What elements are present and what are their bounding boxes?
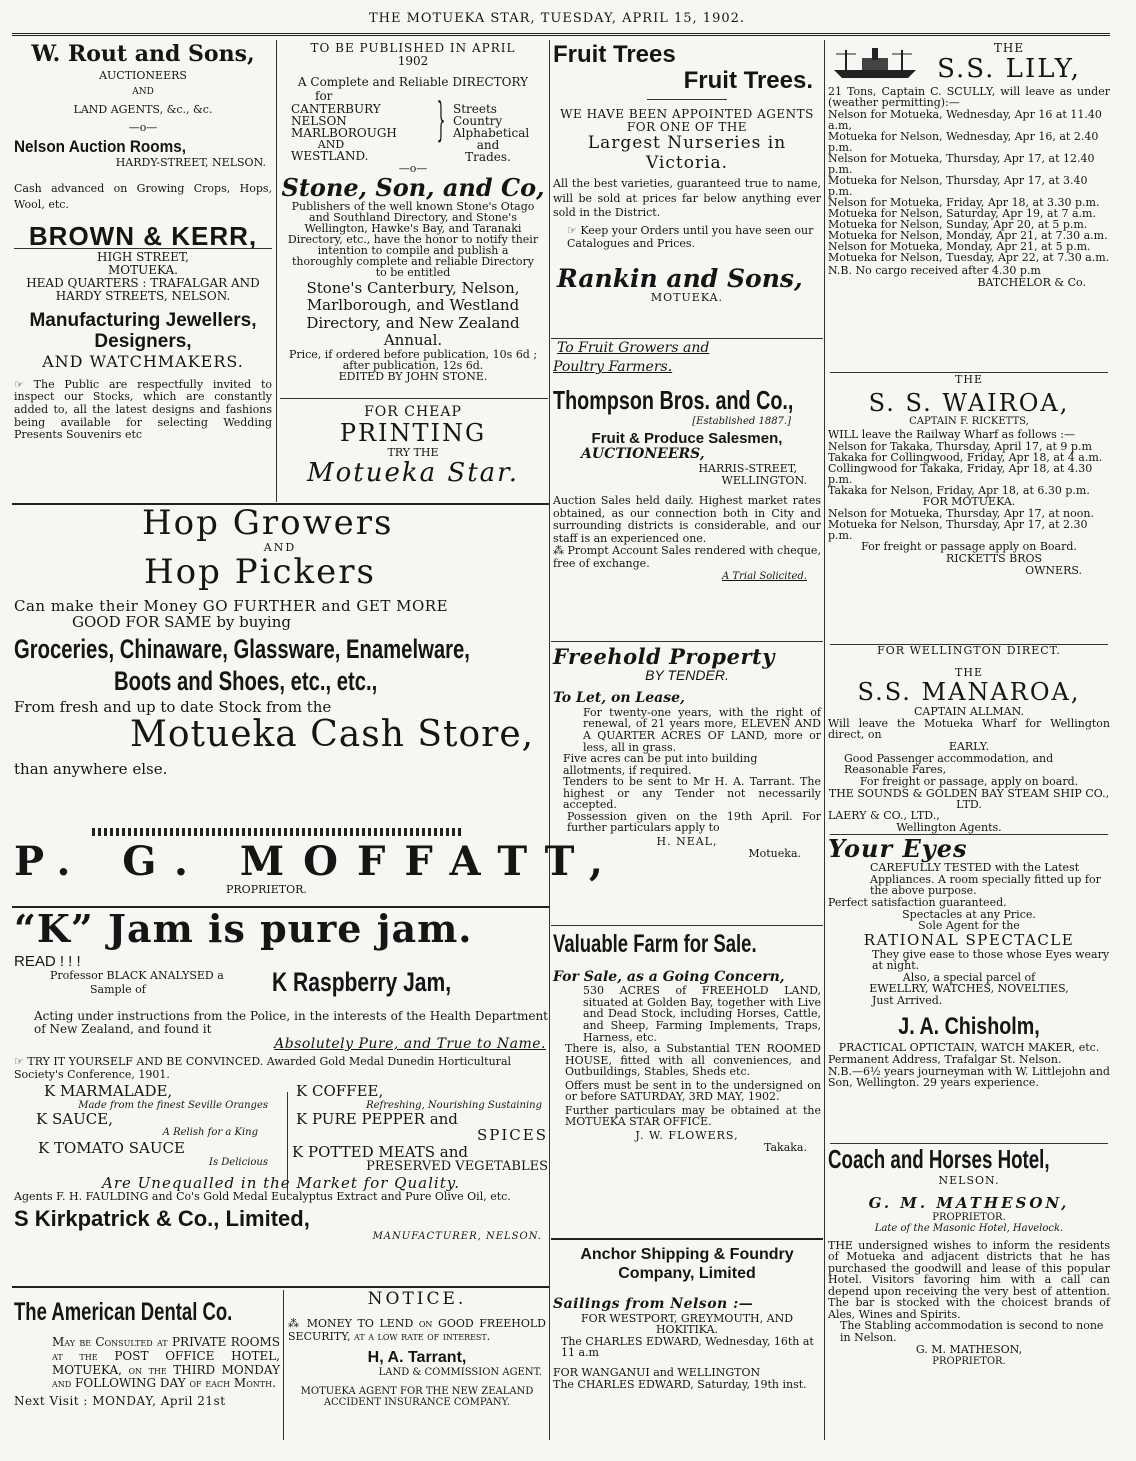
brace-icon: } [436,91,446,146]
manaroa-freight: For freight or passage, apply on board. [859,774,1079,788]
farm-sig: J. W. FLOWERS, [635,1128,739,1142]
hop-line: GOOD FOR SAME by buying [72,613,291,632]
eyes-ad [828,836,1110,1144]
brown-line: HEAD QUARTERS : TRAFALGAR AND [26,275,260,290]
dir-big: Stone's Canterbury, Nelson, Marlborough, and Westland Directory, and New Zealand Annual. [306,279,520,349]
stone-title: Stone, Son, and Co, [281,172,545,202]
raspberry-title: K Raspberry Jam, [272,967,452,998]
product-sub: Is Delicious [209,1156,268,1168]
eyes-line: They give ease to those whose Eyes weary at night. [872,947,1110,973]
moffatt-ad [14,838,622,906]
wairoa-schedule [828,441,1110,496]
jam-ad [14,908,548,1284]
thompson-head: To Fruit Growers and [557,340,710,356]
coach-town: NELSON. [938,1174,1000,1187]
hop-line: Hop Pickers [144,552,376,593]
divider [551,641,823,642]
fruit-line: WE HAVE BEEN APPOINTED AGENTS FOR ONE OF THE [560,106,814,134]
anchor-title: Anchor Shipping & Foundry Company, Limited [580,1246,794,1283]
thompson-trial: A Trial Solicited. [722,570,807,582]
wairoa-title: S. S. WAIROA, [868,389,1070,418]
jam-line: Professor BLACK ANALYSED a [50,969,224,983]
coach-sig: PROPRIETOR. [932,1355,1006,1367]
eyes-line: Perfect satisfaction guaranteed. [828,896,1007,910]
product: K POTTED MEATS and [292,1142,468,1161]
manaroa-body: Will leave the Motueka Wharf for Wellington direct, on [828,716,1110,742]
dental-title: The American Dental Co. [14,1298,233,1326]
brown-body: ☞ The Public are respectfully invited to inspect our Stocks, which are constantly added to, all the latest designs and fashions being available for selecting Wedding Presents Souvenirs etc [14,377,272,442]
column-rule [824,40,825,1440]
wairoa-trip: Nelson for Takaka, Thursday, April 17, at 9 p.m [828,440,1092,454]
freehold-title: Freehold Property [553,644,775,669]
product: SPICES [477,1126,548,1145]
thompson-line: WELLINGTON. [721,473,807,487]
fruit-keep: ☞ Keep your Orders until you have seen our Catalogues and Prices. [567,224,814,251]
coach-prop: PROPRIETOR. [932,1211,1006,1223]
hop-line: Can make their Money GO FURTHER and GET MORE [14,596,449,615]
thompson-body: Auction Sales held daily. Highest market rates obtained, as our connection both in City and surrounding districts is considerable, and our staff is an experienced one. [553,493,821,545]
thompson-ad [553,341,821,641]
tarrant-name: H, A. Tarrant, [367,1349,467,1367]
rout-brown-ads [14,42,272,502]
ornament-rule [92,828,462,836]
freehold-ad [553,645,821,925]
masthead: THE MOTUEKA STAR, TUESDAY, APRIL 15, 1902. [368,11,746,26]
eyes-line: Permanent Address, Trafalgar St. Nelson. [828,1052,1062,1066]
lily-trip: Nelson for Motueka, Thursday, Apr 17, at 12.40 p.m. [828,151,1095,176]
thompson-line: HARRIS-STREET, [698,461,797,475]
dir-types: Streets Country Alphabetical and Trades. [453,101,530,164]
dir-body: Publishers of the well known Stone's Otago and Southland Directory, and Stone's Wellington, Hawke's Bay, and Taranaki Directory, etc., have the honor to notify their intention to compile and publish a thoroughly complete and reliable Directory to be entitled [287,200,539,280]
kirkpatrick-title: S Kirkpatrick & Co., Limited, [14,1205,310,1231]
manaroa-ad [828,645,1110,835]
jam-products-left [14,1083,288,1174]
jam-agents: Agents F. H. FAULDING and Co's Gold Medal Eucalyptus Extract and Pure Olive Oil, etc. [14,1190,511,1204]
fruit-title: Fruit Trees [553,41,676,68]
column-rule [549,40,550,1440]
wairoa-trip: Motueka for Nelson, Thursday, Apr 17, at 2.30 p.m. [828,518,1088,543]
eyes-spectacle: RATIONAL SPECTACLE [863,931,1075,950]
lily-trip: Motueka for Nelson, Wednesday, Apr 16, at 2.40 p.m. [828,129,1099,154]
lily-sig: BATCHELOR & Co. [977,275,1086,289]
rout-line: AUCTIONEERS [99,69,187,83]
wairoa-sig: RICKETTS BROS [945,552,1043,566]
dental-ad [14,1298,280,1440]
lily-ad [828,42,1110,372]
product-sub: Made from the finest Seville Oranges [78,1099,268,1111]
farm-sig: Takaka. [764,1141,807,1155]
separator: —o— [398,161,428,175]
dir-line: A Complete and Reliable DIRECTORY [297,75,529,90]
jam-line: Sample of [90,983,146,997]
manaroa-laery: LAERY & CO., LTD., [828,808,940,822]
wairoa-for: FOR MOTUEKA. [922,495,1016,509]
farm-further: Further particulars may be obtained at the MOTUEKA STAR OFFICE. [565,1103,821,1129]
moffatt-name: P. G. MOFFATT, [14,838,622,885]
steamship-icon [832,46,918,80]
lily-the: THE [993,41,1025,55]
jam-line: Absolutely Pure, and True to Name. [274,1035,546,1052]
brown-line: MOTUEKA. [108,262,178,277]
manaroa-the: THE [955,666,983,680]
manaroa-good: Good Passenger accommodation, and Reasonable Fares, [844,751,1054,777]
anchor-line: FOR WESTPORT, GREYMOUTH, AND HOKITIKA. [580,1311,794,1337]
wairoa-capt: CAPTAIN F. RICKETTS, [909,416,1029,428]
printing-ad [281,405,545,503]
lily-trip: Nelson for Motueka, Friday, Apr 18, at 3.30 p.m. [828,195,1100,209]
dir-editor: EDITED BY JOHN STONE. [338,370,488,384]
product: K SAUCE, [36,1109,113,1128]
lily-trip: Nelson for Motueka, Wednesday, Apr 16 at 11.40 a.m, [828,107,1102,132]
product: K MARMALADE, [44,1082,173,1101]
wairoa-trip: Collingwood for Takaka, Friday, Apr 18, at 4.30 p.m. [828,462,1093,487]
fruit-title: Fruit Trees. [683,67,813,95]
farm-sub: For Sale, as a Going Concern, [553,969,785,985]
eyes-line: PRACTICAL OPTICTAIN, WATCH MAKER, etc. [838,1040,1100,1054]
jam-line: Are Unequalled in the Market for Quality. [102,1173,460,1192]
lily-trip: Motueka for Nelson, Thursday, Apr 17, at 3.40 p.m. [828,173,1088,198]
lily-trip: Motueka for Nelson, Tuesday, Apr 22, at 7.30 a.m. [828,250,1110,264]
product: K PURE PEPPER and [296,1109,458,1128]
fruit-nurseries: Largest Nurseries in Victoria. [587,133,787,173]
freehold-sig: H. NEAL, [656,834,718,848]
notice-ad [288,1290,546,1440]
rout-street: HARDY-STREET, NELSON. [115,156,266,170]
thompson-prompt: ⁂ Prompt Account Sales rendered with cheque, free of exchange. [553,544,821,571]
farm-title: Valuable Farm for Sale. [553,930,757,958]
lily-nb: N.B. No cargo received after 4.30 p.m [828,263,1041,277]
moffatt-prop: PROPRIETOR. [226,883,307,896]
dir-line: 1902 [397,54,429,69]
hop-line: From fresh and up to date Stock from the [14,697,332,716]
thompson-head: Poultry Farmers. [553,359,673,376]
freehold-let: To Let, on Lease, [553,690,685,707]
divider [551,338,823,339]
freehold-five: Five acres can be put into building allotments, if required. [563,752,758,777]
coach-sig: G. M. MATHESON, [915,1342,1023,1356]
notice-body: ⁂ MONEY TO LEND on GOOD FREEHOLD SECURITY, at a low rate of interest. [288,1316,546,1343]
coach-stab: The Stabling accommodation is second to none in Nelson. [840,1319,1104,1344]
print-line: PRINTING [339,419,487,448]
dir-line: TO BE PUBLISHED IN APRIL [310,41,516,55]
freehold-sig: Motueka. [748,846,801,860]
farm-house: There is, also, a Substantial TEN ROOMED HOUSE, fitted with all conveniences, and Outbuildings, Stables, Sheds etc. [565,1042,821,1079]
cash-store: Motueka Cash Store, [130,714,535,756]
jam-read: READ ! ! ! [14,952,81,970]
anchor-line: FOR WANGANUI and WELLINGTON [553,1365,761,1379]
eyes-line: N.B.—6½ years journeyman with W. Littlejohn and Son, Wellington. 29 years experience. [828,1064,1110,1090]
divider [280,398,548,399]
wairoa-trip: Takaka for Nelson, Friday, Apr 18, at 6.30 p.m. [828,484,1090,498]
divider [14,248,272,249]
thompson-line: AUCTIONEERS, [581,446,705,463]
brown-line: Designers, [94,331,192,353]
tarrant-role: LAND & COMMISSION AGENT. [378,1366,542,1378]
manaroa-agents: Wellington Agents. [896,820,1002,834]
brown-title: BROWN & KERR, [28,220,258,251]
divider [551,1238,823,1240]
wairoa-schedule2 [828,508,1110,541]
print-line: FOR CHEAP [364,404,462,420]
product: K COFFEE, [296,1082,384,1101]
dir-price: Price, if ordered before publication, 10s 6d ; after publication, 12s 6d. [288,348,538,373]
print-line: Motueka Star. [307,457,519,488]
anchor-ad [553,1245,821,1440]
jam-line: MANUFACTURER, NELSON. [372,1230,542,1242]
product: K TOMATO SAUCE [38,1139,185,1158]
freehold-poss: Possession given on the 19th April. For further particulars apply to [567,809,821,835]
brown-line: HARDY STREETS, NELSON. [55,289,231,304]
manaroa-title: S.S. MANAROA, [857,678,1081,707]
coach-ad [828,1145,1110,1440]
wairoa-intro: WILL leave the Railway Wharf as follows :— [828,428,1075,442]
rout-line: LAND AGENTS, &c., &c. [73,103,213,117]
hop-line: Hop Growers [142,503,394,543]
dental-body: May be Consulted at PRIVATE ROOMS at the POST OFFICE HOTEL, MOTUEKA, on the THIRD MONDAY and FOLLOWING DAY of each Month. [52,1335,280,1391]
wairoa-trip: Nelson for Motueka, Thursday, Apr 17, at noon. [828,507,1094,521]
manaroa-early: EARLY. [948,739,990,753]
thompson-title: Thompson Bros. and Co., [553,384,794,415]
eyes-line: EWELLRY, WATCHES, NOVELTIES, [869,982,1069,996]
freehold-sub: BY TENDER. [645,667,729,684]
dental-next: Next Visit : MONDAY, April 21st [14,1394,226,1409]
eyes-line: CAREFULLY TESTED with the Latest Appliances. A room specially fitted up for the above purpose. [870,861,1101,898]
farm-body: 530 ACRES of FREEHOLD LAND, situated at Golden Bay, together with Live and Dead Stock, including Horses, Cattle, and Sheep, Farming Implements, Traps, Harness, etc. [583,984,821,1044]
lily-trip: Nelson for Motueka, Monday, Apr 21, at 5 p.m. [828,239,1091,253]
wairoa-trip: Takaka for Collingwood, Friday, Apr 18, at 4 a.m. [828,451,1103,465]
coach-name: G. M. MATHESON, [868,1194,1070,1213]
farm-offers: Offers must be sent in to the undersigned on or before SATURDAY, 3RD MAY, 1902. [565,1078,821,1104]
notice-title: NOTICE. [367,1289,467,1309]
manaroa-co: THE SOUNDS & GOLDEN BAY STEAM SHIP CO., LTD. [828,786,1110,811]
directory-ad [281,42,545,397]
lily-schedule [828,109,1110,263]
print-line: TRY THE [387,445,439,459]
brown-line: Manufacturing Jewellers, [29,310,257,332]
notice-agent: MOTUEKA AGENT FOR THE NEW ZEALAND ACCIDENT INSURANCE COMPANY. [300,1385,534,1408]
separator: —o— [128,121,158,135]
lily-trip: Motueka for Nelson, Monday, Apr 21, at 7.30 a.m. [828,228,1108,242]
lily-trip: Motueka for Nelson, Sunday, Apr 20, at 5 p.m. [828,217,1088,231]
rout-cash: Cash advanced on Growing Crops, Hops, Wool, etc. [14,182,272,211]
eyes-line: Spectacles at any Price. [902,907,1036,921]
divider [551,925,823,926]
fruit-body: All the best varieties, guaranteed true to name, will be sold at prices far below anything ever sold in the District. [553,177,821,219]
coach-late: Late of the Masonic Hotel, Havelock. [874,1222,1064,1234]
brown-line: AND WATCHMAKERS. [42,352,244,372]
column-rule [283,1290,284,1440]
hop-goods: Boots and Shoes, etc., etc., [114,665,378,696]
anchor-line: The CHARLES EDWARD, Wednesday, 16th at 11 a.m [561,1334,814,1360]
eyes-line: Just Arrived. [872,994,943,1008]
anchor-sail: Sailings from Nelson :— [553,1296,754,1313]
wairoa-sig: OWNERS. [1025,564,1082,578]
rankin-title: Rankin and Sons, [557,263,803,293]
jam-title: “K” Jam is pure jam. [14,906,473,951]
thompson-line: Fruit & Produce Salesmen, [591,429,783,447]
jam-products-right [288,1083,548,1174]
eyes-line: Sole Agent for the [918,919,1020,933]
rout-line: AND [132,87,154,98]
jam-line: Acting under instructions from the Police, in the interests of the Health Department of New Zealand, and found it [34,1009,548,1037]
coach-title: Coach and Horses Hotel, [828,1144,1050,1174]
wairoa-ad [828,374,1110,644]
fruit-town: MOTUEKA. [650,291,724,305]
coach-body: THE undersigned wishes to inform the residents of Motueka and adjacent districts that he has purchased the goodwill and lease of this popular Hotel. Visitors favoring him with a call can depend upon receiving the very best of attention. The bar is stocked with the choicest brands of Ales, Wines and Spirits. [828,1238,1110,1321]
eyes-line: Also, a special parcel of [902,970,1036,984]
product-sub: A Relish for a King [162,1127,258,1139]
lily-title: S.S. LILY, [937,54,1081,85]
divider [12,1286,549,1288]
chisholm-name: J. A. Chisholm, [898,1012,1040,1040]
manaroa-direct: FOR WELLINGTON DIRECT. [877,644,1061,657]
freehold-tenders: Tenders to be sent to Mr H. A. Tarrant. The highest or any Tender not necessarily accepted. [563,775,821,812]
wairoa-freight: For freight or passage apply on Board. [861,540,1077,554]
product: PRESERVED VEGETABLES [366,1159,548,1175]
hop-line: than anywhere else. [14,759,168,778]
hop-line: AND [263,541,297,555]
eyes-title: Your Eyes [828,834,968,863]
manaroa-capt: CAPTAIN ALLMAN. [913,704,1025,718]
lily-trip: Motueka for Nelson, Saturday, Apr 19, at 7 a.m. [828,206,1096,220]
anchor-line: The CHARLES EDWARD, Saturday, 19th inst. [553,1378,807,1392]
jam-line: ☞ TRY IT YOURSELF AND BE CONVINCED. Awarded Gold Medal Dunedin Horticultural Society's Conference, 1901. [14,1055,512,1081]
farm-ad [553,930,821,1236]
hop-ad [14,505,546,825]
fruit-trees-ad [553,42,821,342]
thompson-est: [Established 1887.] [692,415,791,427]
column-rule [276,40,277,502]
dir-regions: CANTERBURY NELSON MARLBOROUGH AND WESTLAND. [291,101,397,163]
hop-goods: Groceries, Chinaware, Glassware, Enamelware, [14,633,470,664]
lily-intro: 21 Tons, Captain C. SCULLY, will leave as under (weather permitting):— [828,84,1110,110]
wairoa-the: THE [955,373,983,386]
rout-title: W. Rout and Sons, [31,41,255,67]
dir-line: for [315,88,333,103]
product-sub: Refreshing, Nourishing Sustaining [366,1099,542,1111]
freehold-body: For twenty-one years, with the right of renewal, of 21 years more, ELEVEN AND A QUARTER ACRES OF LAND, more or less, all in grass. [583,705,821,754]
rooms-title: Nelson Auction Rooms, [14,137,186,157]
brown-line: HIGH STREET, [97,249,189,264]
masthead-rule [12,33,1110,36]
